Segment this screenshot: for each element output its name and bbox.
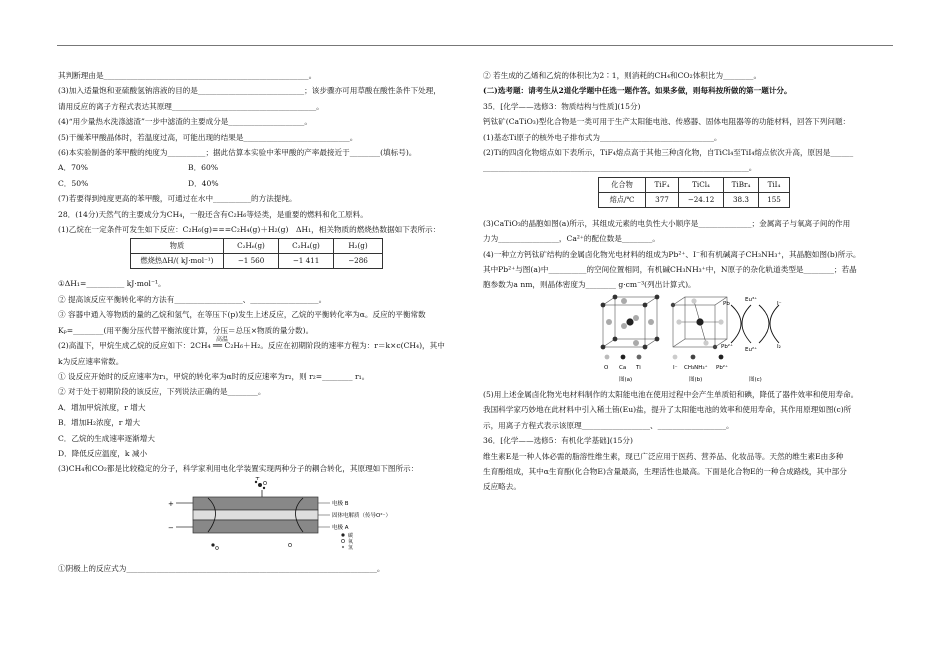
text-line: (5)干燥苯甲酸晶体时，若温度过高，可能出现的结果是____________________________。 — [58, 132, 358, 142]
oxygen-icon — [341, 539, 344, 542]
figure-c-label: Pb²⁺ — [721, 343, 733, 350]
legend-label: Ca — [619, 364, 627, 371]
left-column — [58, 68, 445, 576]
table-cell: TiI₄ — [759, 177, 790, 192]
figure-c-label: Pb — [723, 300, 730, 307]
reaction-condition: 高温 — [216, 336, 229, 344]
figure-c-label: Eu³⁺ — [745, 296, 758, 303]
text-line: (4)“用少量热水洗涤滤渣”一步中滤渣的主要成分是____________________。 — [58, 117, 312, 127]
text-line: k为反应速率常数。 — [58, 356, 124, 366]
text-line: 生育酚组成，其中α生育酚(化合物E)含量最高，生理活性也最高。下面是化合物E的一种合成路线，其中部分 — [483, 466, 847, 476]
text-line: (5)用上述金属卤化物光电材料制作的太阳能电池在使用过程中会产生单质铅和碘，降低了器件效率和使用寿命。 — [483, 389, 859, 399]
atom-icons-a — [601, 294, 660, 349]
combustion-heat-table — [130, 238, 383, 269]
text-line: 钙钛矿(CaTiO₃)型化合物是一类可用于生产太阳能电池、传感器、固体电阻器等的功能材料，回答下列问题： — [483, 117, 851, 127]
legend-label: I⁻ — [673, 364, 678, 371]
options-row — [58, 160, 433, 175]
table-cell: 熔点/℃ — [599, 192, 646, 207]
text-line: 请用反应的离子方程式表达其原理______________________________________。 — [58, 101, 324, 111]
electrode-a-label: 电极 A — [332, 524, 349, 531]
question-35: 35．[化学——选修3：物质结构与性质](15分) — [483, 101, 641, 111]
calcium-legend-icon — [621, 354, 626, 359]
text-line: 力为________________，Ca²⁺的配位数是________。 — [483, 234, 660, 244]
carbon-icon — [341, 533, 344, 536]
negative-terminal: − — [168, 523, 174, 532]
text-line: ______________________________________________________________________。 — [483, 163, 757, 173]
atom-icons-b — [671, 298, 724, 349]
electrode-b-layer — [193, 497, 318, 510]
text-line: (3)CaTiO₃的晶胞如图(a)所示，其组成元素的电负性大小顺序是______________；金属离子与氧离子间的作用 — [483, 218, 851, 228]
molecule-icon — [255, 481, 267, 489]
table-cell: 155 — [759, 192, 790, 207]
figure-c-label: Eu²⁺ — [745, 346, 758, 353]
cycle-arrow — [731, 305, 741, 343]
molecule-icon — [211, 543, 291, 549]
electrochem-diagram — [58, 477, 433, 559]
table-row — [599, 192, 790, 207]
electrolyte-layer — [193, 510, 318, 520]
table-cell: H₂(g) — [334, 239, 383, 254]
table-cell: 377 — [646, 192, 679, 207]
text-line: 反应略去。 — [483, 482, 521, 492]
legend-label: O — [604, 364, 609, 371]
text-line: ①阴极上的反应式为__________________________________________________________________。 — [58, 563, 385, 573]
figure-c-label: I⁻ — [777, 300, 782, 307]
choice: D．降低反应温度，k 减小 — [58, 448, 148, 458]
choice: C．乙烷的生成速率逐渐增大 — [58, 433, 155, 443]
question-28: 28．(14分)天然气的主要成分为CH₄，一般还含有C₂H₆等烃类，是重要的燃料和化工原料。 — [58, 209, 368, 219]
legend-label: 碳 — [348, 532, 354, 539]
text-line: (7)若要得到纯度更高的苯甲酸，可通过在水中__________的方法提纯。 — [58, 194, 297, 204]
text-line: 其中Pb²⁺与图(a)中__________的空间位置相同，有机碱CH₃NH₃⁺中，N原子的杂化轨道类型是________；若晶 — [483, 265, 857, 275]
text-line: (3)CH₄和CO₂都是比较稳定的分子，科学家利用电化学装置实现两种分子的耦合转化，其原理如下图所示： — [58, 464, 419, 474]
table-wrap — [483, 176, 893, 216]
cycle-arrow — [759, 305, 769, 343]
legend-label: Pb²⁺ — [716, 364, 728, 371]
table-cell: 物质 — [131, 239, 224, 254]
table-cell: TiF₄ — [646, 177, 679, 192]
text-line: 维生素E是一种人体必需的脂溶性维生素，现已广泛应用于医药、营养品、化妆品等。天然的维生素E由多种 — [483, 451, 844, 461]
text-line: (3)加入适量饱和亚硫酸氢钠溶液的目的是____________________________；该步骤亦可用草酸在酸性条件下处理， — [58, 86, 441, 96]
text-line: (1)乙烷在一定条件可发生如下反应：C₂H₆(g)===C₂H₄(g)＋H₂(g) ΔH₁，相关物质的燃烧热数据如下表所示： — [58, 225, 441, 235]
reaction-text: (2)高温下，甲烷生成乙烷的反应如下：2CH₄ ══ C₂H₆＋H₂。反应在初期阶段的速率方程为：r＝k×c(CH₄)，其中 — [58, 341, 445, 351]
figure-caption: 图(b) — [689, 376, 703, 383]
hydrogen-icon — [342, 546, 344, 548]
table-cell: −24.12 — [679, 192, 724, 207]
table-cell: C₂H₄(g) — [279, 239, 334, 254]
right-column — [483, 68, 893, 495]
figure-caption: 图(a) — [619, 376, 633, 383]
text-line: 其判断理由是______________________________________________________。 — [58, 71, 317, 80]
text-line: ①ΔH₁=__________ kJ·mol⁻¹。 — [58, 279, 166, 289]
table-cell: −286 — [334, 254, 383, 269]
text-line: Kₚ=________(用平衡分压代替平衡浓度计算，分压＝总压×物质的量分数)。 — [58, 325, 314, 335]
text-line: (1)基态Ti原子的核外电子排布式为______________________________。 — [483, 132, 722, 142]
table-cell: C₂H₆(g) — [224, 239, 279, 254]
lead-legend-icon — [719, 354, 724, 359]
positive-terminal: + — [168, 499, 174, 508]
cycle-arrow — [742, 305, 751, 343]
table-row — [599, 177, 790, 192]
legend-label: 氢 — [348, 544, 354, 551]
oxygen-legend-icon — [605, 354, 610, 359]
table-row — [131, 254, 383, 269]
cycle-arrow — [770, 305, 779, 343]
table-wrap — [58, 237, 433, 276]
options-row — [58, 176, 433, 191]
table-cell: TiCl₄ — [679, 177, 724, 192]
text-line: 示，用离子方程式表示该原理__________________、__________________。 — [483, 420, 734, 430]
text-line: 胞参数为a nm，则晶体密度为________ g·cm⁻³(列出计算式)。 — [483, 280, 696, 290]
electrode-b-label: 电极 B — [332, 500, 349, 507]
option-c: C．50% — [58, 178, 89, 188]
table-cell: 化合物 — [599, 177, 646, 192]
table-cell: 燃烧热ΔH/( kJ·mol⁻¹) — [131, 254, 224, 269]
figure-c-label: I₂ — [777, 343, 781, 350]
iodide-legend-icon — [673, 354, 678, 359]
header-rule — [57, 45, 893, 46]
figure-caption: 图(c) — [749, 376, 762, 383]
table-row — [131, 239, 383, 254]
choice: B．增加H₂浓度，r 增大 — [58, 418, 141, 428]
table-cell: 38.3 — [724, 192, 759, 207]
text-line — [58, 336, 445, 353]
text-line: (6)本实验制备的苯甲酸的纯度为__________；据此估算本实验中苯甲酸的产率最接近于________(填标号)。 — [58, 148, 417, 158]
text-line: (2)Ti的四卤化物熔点如下表所示，TiF₄熔点高于其他三种卤化物，自TiCl₄至TiI₄熔点依次升高，原因是______ — [483, 148, 854, 158]
melting-point-table — [598, 177, 790, 208]
question-36: 36．[化学——选修5：有机化学基础](15分) — [483, 436, 633, 446]
text-line: 我国科学家巧妙地在此材料中引入稀土铕(Eu)盐，提升了太阳能电池的效率和使用寿命，其作用原理如图(c)所 — [483, 405, 852, 415]
text-line: (4)一种立方钙钛矿结构的金属卤化物光电材料的组成为Pb²⁺、I⁻和有机碱离子CH₃NH₃⁺，其晶胞如图(b)所示。 — [483, 249, 861, 259]
text-line: ③ 容器中通入等物质的量的乙烷和氢气，在等压下(p)发生上述反应，乙烷的平衡转化率为α。反应的平衡常数 — [58, 310, 426, 320]
option-d: D．40% — [188, 178, 219, 188]
text-line: ② 对于处于初期阶段的该反应，下列说法正确的是________。 — [58, 387, 266, 397]
table-cell: −1 411 — [279, 254, 334, 269]
electrolyte-label: 固体电解质（传导O²⁻） — [332, 512, 391, 519]
legend-label: CH₃NH₃⁺ — [684, 364, 708, 371]
table-cell: TiBr₄ — [724, 177, 759, 192]
text-line: ② 提高该反应平衡转化率的方法有__________________、__________________。 — [58, 294, 327, 304]
crystal-figures — [483, 293, 893, 385]
text-line: ② 若生成的乙烯和乙烷的体积比为2∶1，则消耗的CH₄和CO₂体积比为________。 — [483, 71, 762, 80]
text-line: ① 设反应开始时的反应速率为r₁，甲烷的转化率为α时的反应速率为r₂，则 r₂=________ r₁。 — [58, 371, 370, 381]
methylammonium-legend-icon — [691, 354, 696, 359]
option-a: A．70% — [58, 163, 88, 173]
legend-label: Ti — [636, 364, 641, 371]
titanium-legend-icon — [637, 354, 642, 359]
plus-sign: + — [255, 476, 261, 482]
section-heading: (二)选考题：请考生从2道化学题中任选一题作答。如果多做，则每科按所做的第一题计分。 — [483, 86, 792, 96]
option-b: B．60% — [188, 163, 219, 173]
legend-label: 氧 — [348, 538, 354, 545]
table-cell: −1 560 — [224, 254, 279, 269]
choice: A．增加甲烷浓度，r 增大 — [58, 402, 146, 412]
